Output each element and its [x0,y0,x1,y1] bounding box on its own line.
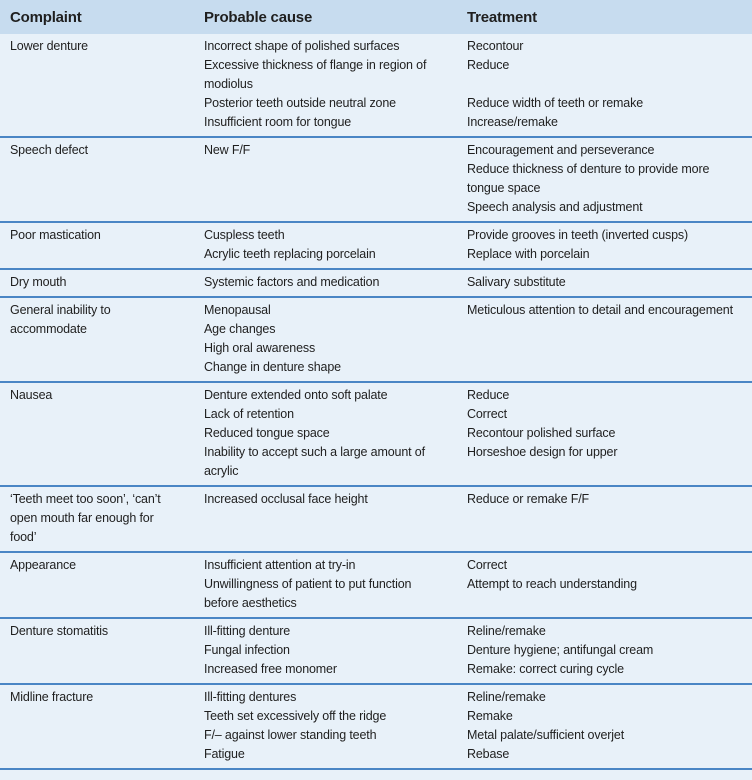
treatment-item: Reduce [467,58,510,72]
treatment-item: Replace with porcelain [467,247,590,261]
cause-cell [204,297,467,382]
treatment-item: Reline/remake [467,690,546,704]
complaint-text: Midline fracture [10,690,94,704]
treatment-item: Meticulous attention to detail and encouragement [467,303,733,317]
cause-item: Fungal infection [204,643,290,657]
treatment-item: Increase/remake [467,115,558,129]
table-row [0,34,752,137]
complaint-cell [0,684,204,769]
complaint-cell [0,222,204,269]
treatment-item: Reline/remake [467,624,546,638]
treatment-cell [467,269,752,297]
complaint-text: Poor mastication [10,228,101,242]
complaint-text: General inability to accommodate [10,303,111,336]
treatment-item: Attempt to reach understanding [467,577,637,591]
treatment-cell [467,486,752,552]
cause-cell [204,137,467,222]
cause-item: F/– against lower standing teeth [204,728,377,742]
treatment-cell [467,222,752,269]
cause-cell [204,684,467,769]
treatment-item: Correct [467,407,507,421]
treatment-item: Salivary substitute [467,275,566,289]
cause-item: Menopausal [204,303,271,317]
cause-item: Posterior teeth outside neutral zone [204,96,396,110]
cause-item: Change in denture shape [204,360,341,374]
cause-item: Denture extended onto soft palate [204,388,388,402]
cause-item: Inability to accept such a large amount of acrylic [204,445,425,478]
table-row [0,382,752,486]
treatment-item: Denture hygiene; antifungal cream [467,643,654,657]
cause-item: Age changes [204,322,276,336]
cause-item: New F/F [204,143,251,157]
header-complaint: Complaint [0,0,204,34]
table-row [0,552,752,618]
treatment-item: Recontour [467,39,524,53]
table-header-row [0,0,752,34]
cause-item: Insufficient attention at try-in [204,558,356,572]
table-row [0,222,752,269]
table-row [0,137,752,222]
complaint-text: Speech defect [10,143,88,157]
cause-item: High oral awareness [204,341,316,355]
complaint-cell [0,34,204,137]
cause-cell [204,34,467,137]
treatment-cell [467,618,752,684]
treatment-item: Speech analysis and adjustment [467,200,643,214]
complaint-text: ‘Teeth meet too soon’, ‘can’t open mouth far enough for food’ [10,492,161,544]
cause-cell [204,552,467,618]
table-row [0,297,752,382]
complaint-text: Appearance [10,558,76,572]
cause-item: Lack of retention [204,407,294,421]
cause-item: Increased free monomer [204,662,337,676]
cause-item: Systemic factors and medication [204,275,380,289]
complaint-cell [0,618,204,684]
cause-item: Unwillingness of patient to put function before aesthetics [204,577,412,610]
cause-item: Incorrect shape of polished surfaces [204,39,400,53]
complaint-text: Lower denture [10,39,88,53]
cause-cell [204,222,467,269]
cause-cell [204,269,467,297]
treatment-cell [467,382,752,486]
table-row [0,486,752,552]
complaint-text: Nausea [10,388,53,402]
treatment-item: Correct [467,558,507,572]
treatment-item: Rebase [467,747,510,761]
cause-item: Increased occlusal face height [204,492,368,506]
table-row [0,269,752,297]
treatment-item: Remake [467,709,513,723]
cause-item: Acrylic teeth replacing porcelain [204,247,376,261]
complaint-text: Denture stomatitis [10,624,109,638]
treatment-cell [467,684,752,769]
cause-item: Excessive thickness of flange in region of modiolus [204,58,427,91]
treatment-item: Metal palate/sufficient overjet [467,728,625,742]
treatment-item: Encouragement and perseverance [467,143,655,157]
treatment-item: Reduce thickness of denture to provide more tongue space [467,162,710,195]
cause-item: Cuspless teeth [204,228,285,242]
treatment-cell [467,552,752,618]
table-row [0,684,752,769]
header-treatment: Treatment [467,0,752,34]
complaint-cell [0,269,204,297]
treatment-cell [467,34,752,137]
complaint-cell [0,486,204,552]
complaint-cell [0,297,204,382]
treatment-cell [467,297,752,382]
cause-cell [204,618,467,684]
table-row [0,618,752,684]
treatment-item: Provide grooves in teeth (inverted cusps) [467,228,689,242]
complaint-cell [0,382,204,486]
treatment-item: Horseshoe design for upper [467,445,618,459]
cause-item: Fatigue [204,747,245,761]
cause-cell [204,382,467,486]
complaint-cell [0,552,204,618]
cause-item: Ill-fitting denture [204,624,291,638]
cause-item: Insufficient room for tongue [204,115,352,129]
treatment-item: Remake: correct curing cycle [467,662,624,676]
cause-item: Reduced tongue space [204,426,330,440]
cause-item: Ill-fitting dentures [204,690,297,704]
header-probable-cause: Probable cause [204,0,467,34]
spacer [467,75,752,94]
complaint-cell [0,137,204,222]
treatment-item: Reduce [467,388,510,402]
treatment-item: Reduce or remake F/F [467,492,590,506]
treatment-cell [467,137,752,222]
complaint-text: Dry mouth [10,275,67,289]
cause-cell [204,486,467,552]
treatment-item: Recontour polished surface [467,426,616,440]
cause-item: Teeth set excessively off the ridge [204,709,387,723]
treatment-item: Reduce width of teeth or remake [467,96,644,110]
